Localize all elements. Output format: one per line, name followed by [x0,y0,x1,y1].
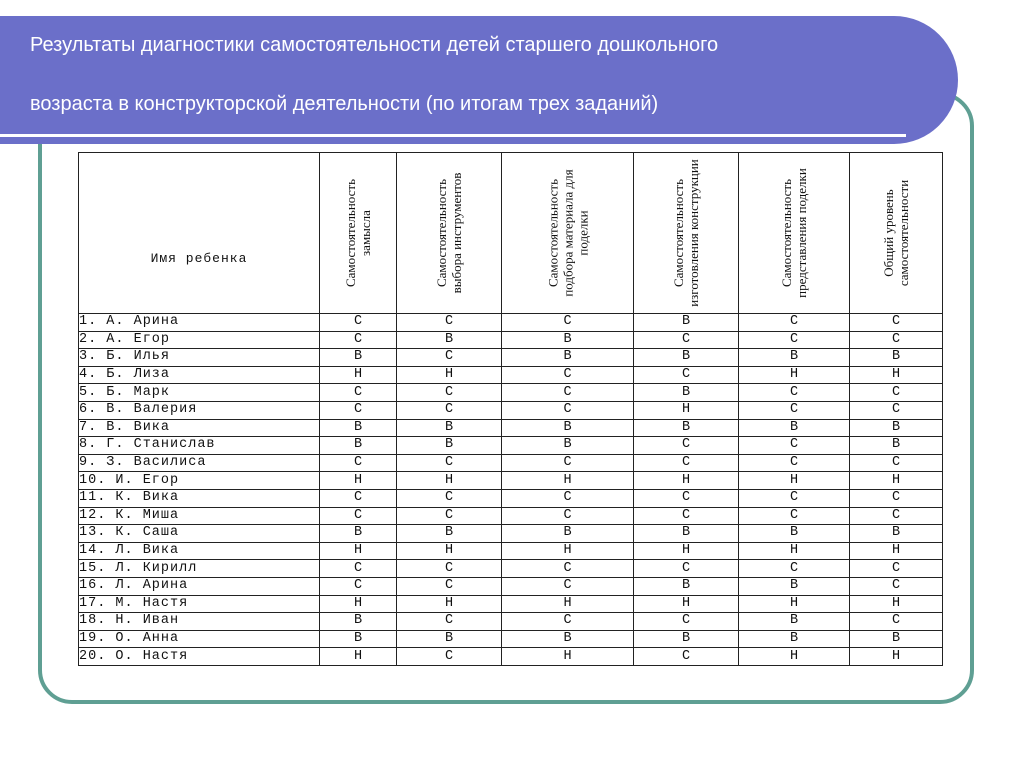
level-cell: Н [634,401,739,419]
header-child-name [79,153,320,314]
level-cell: В [320,349,397,367]
level-cell: С [739,401,850,419]
table-row [79,525,943,543]
level-cell: В [850,349,943,367]
child-name-cell: 9. З. Василиса [79,454,320,472]
level-cell: С [634,507,739,525]
level-cell: С [850,577,943,595]
level-cell: С [634,366,739,384]
table-row [79,542,943,560]
level-cell: В [850,437,943,455]
level-cell: Н [502,648,634,666]
level-cell: С [320,314,397,332]
table-row [79,577,943,595]
level-cell: Н [850,542,943,560]
level-cell: В [634,384,739,402]
table-row [79,630,943,648]
level-cell: С [502,613,634,631]
level-cell: С [634,454,739,472]
level-cell: Н [739,595,850,613]
table-row [79,366,943,384]
level-cell: С [320,560,397,578]
level-cell: Н [850,472,943,490]
child-name-cell: 16. Л. Арина [79,577,320,595]
level-cell: В [739,577,850,595]
level-cell: Н [320,542,397,560]
level-cell: В [320,613,397,631]
child-name-cell: 12. К. Миша [79,507,320,525]
level-cell: В [634,419,739,437]
child-name-cell: 4. Б. Лиза [79,366,320,384]
header-construction [634,153,739,314]
child-name-cell: 6. В. Валерия [79,401,320,419]
level-cell: В [634,525,739,543]
level-cell: С [320,401,397,419]
level-cell: С [397,401,502,419]
level-cell: В [502,349,634,367]
level-cell: Н [397,472,502,490]
level-cell: С [739,454,850,472]
level-cell: Н [739,542,850,560]
level-cell: В [320,437,397,455]
level-cell: Н [320,648,397,666]
level-cell: В [502,630,634,648]
level-cell: В [397,525,502,543]
level-cell: С [739,314,850,332]
level-cell: В [502,419,634,437]
table-row [79,595,943,613]
level-cell: В [634,630,739,648]
level-cell: С [739,560,850,578]
level-cell: С [739,437,850,455]
level-cell: Н [397,595,502,613]
level-cell: С [850,314,943,332]
table-row [79,472,943,490]
level-cell: С [397,507,502,525]
table-row [79,401,943,419]
child-name-cell: 1. А. Арина [79,314,320,332]
table-row [79,648,943,666]
header-presentation [739,153,850,314]
child-name-cell: 2. А. Егор [79,331,320,349]
level-cell: В [739,419,850,437]
table-row [79,454,943,472]
header-label: Самостоятельность изготовления конструкции [671,159,701,307]
level-cell: С [397,613,502,631]
level-cell: С [634,613,739,631]
level-cell: В [739,525,850,543]
level-cell: Н [320,472,397,490]
level-cell: С [320,507,397,525]
level-cell: Н [320,595,397,613]
level-cell: С [320,384,397,402]
child-name-cell: 13. К. Саша [79,525,320,543]
level-cell: С [320,489,397,507]
level-cell: С [634,331,739,349]
level-cell: В [320,525,397,543]
header-label: Самостоятельность подбора материала для поделки [545,169,590,297]
table-row [79,314,943,332]
level-cell: С [320,454,397,472]
header-overall-level [850,153,943,314]
level-cell: С [502,314,634,332]
level-cell: В [850,525,943,543]
level-cell: С [397,314,502,332]
level-cell: Н [502,472,634,490]
level-cell: Н [634,472,739,490]
level-cell: С [502,507,634,525]
child-name-cell: 15. Л. Кирилл [79,560,320,578]
child-name-cell: 18. Н. Иван [79,613,320,631]
level-cell: Н [634,595,739,613]
level-cell: В [634,577,739,595]
level-cell: С [850,454,943,472]
level-cell: Н [502,542,634,560]
level-cell: Н [739,648,850,666]
level-cell: В [397,630,502,648]
level-cell: В [320,630,397,648]
level-cell: С [850,384,943,402]
slide-title-line-1: Результаты диагностики самостоятельности детей старшего дошкольного [30,34,719,56]
level-cell: С [850,331,943,349]
header-label: Самостоятельность выбора инструментов [434,172,464,294]
child-name-cell: 3. Б. Илья [79,349,320,367]
table-row [79,384,943,402]
header-label: Самостоятельность представления поделки [779,168,809,298]
level-cell: С [850,560,943,578]
level-cell: В [397,331,502,349]
header-row [79,153,943,314]
level-cell: С [739,384,850,402]
level-cell: В [397,437,502,455]
child-name-cell: 5. Б. Марк [79,384,320,402]
level-cell: С [502,454,634,472]
level-cell: Н [739,366,850,384]
level-cell: С [739,489,850,507]
level-cell: В [502,437,634,455]
level-cell: С [502,366,634,384]
header-tool-choice [397,153,502,314]
table-row [79,419,943,437]
child-name-cell: 14. Л. Вика [79,542,320,560]
level-cell: С [739,331,850,349]
level-cell: В [502,331,634,349]
level-cell: С [634,437,739,455]
level-cell: С [634,560,739,578]
level-cell: С [397,560,502,578]
table-row [79,437,943,455]
level-cell: С [502,560,634,578]
slide-title-line-2: возраста в конструкторской деятельности (по итогам трех заданий) [30,93,659,115]
level-cell: С [397,648,502,666]
table-row [79,507,943,525]
level-cell: С [397,384,502,402]
child-name-cell: 7. В. Вика [79,419,320,437]
banner-divider [0,134,906,137]
level-cell: Н [850,648,943,666]
level-cell: С [320,577,397,595]
level-cell: С [397,349,502,367]
level-cell: С [634,489,739,507]
level-cell: В [739,349,850,367]
level-cell: В [634,314,739,332]
level-cell: В [739,613,850,631]
level-cell: С [397,454,502,472]
level-cell: Н [502,595,634,613]
level-cell: С [850,401,943,419]
header-material-selection [502,153,634,314]
results-table [78,152,943,666]
level-cell: Н [739,472,850,490]
level-cell: С [502,401,634,419]
level-cell: В [634,349,739,367]
table-row [79,331,943,349]
level-cell: В [397,419,502,437]
level-cell: Н [320,366,397,384]
level-cell: С [397,577,502,595]
level-cell: С [634,648,739,666]
level-cell: В [502,525,634,543]
table-row [79,560,943,578]
child-name-cell: 10. И. Егор [79,472,320,490]
header-idea-independence [320,153,397,314]
child-name-cell: 19. О. Анна [79,630,320,648]
level-cell: С [502,577,634,595]
child-name-cell: 20. О. Настя [79,648,320,666]
level-cell: С [850,489,943,507]
table-body [79,314,943,666]
table-row [79,489,943,507]
level-cell: С [320,331,397,349]
header-label: Самостоятельность замысла [343,178,373,288]
child-name-cell: 11. К. Вика [79,489,320,507]
header-label: Общий уровень самостоятельности [881,179,911,287]
table-row [79,349,943,367]
level-cell: Н [850,366,943,384]
level-cell: Н [634,542,739,560]
level-cell: С [850,507,943,525]
level-cell: Н [397,542,502,560]
level-cell: С [850,613,943,631]
level-cell: В [739,630,850,648]
level-cell: С [502,489,634,507]
child-name-cell: 8. Г. Станислав [79,437,320,455]
level-cell: В [850,630,943,648]
level-cell: С [397,489,502,507]
header-child-name-label: Имя ребенка [150,251,248,266]
level-cell: С [739,507,850,525]
child-name-cell: 17. М. Настя [79,595,320,613]
level-cell: В [320,419,397,437]
level-cell: С [502,384,634,402]
level-cell: Н [397,366,502,384]
level-cell: В [850,419,943,437]
level-cell: Н [850,595,943,613]
table-row [79,613,943,631]
